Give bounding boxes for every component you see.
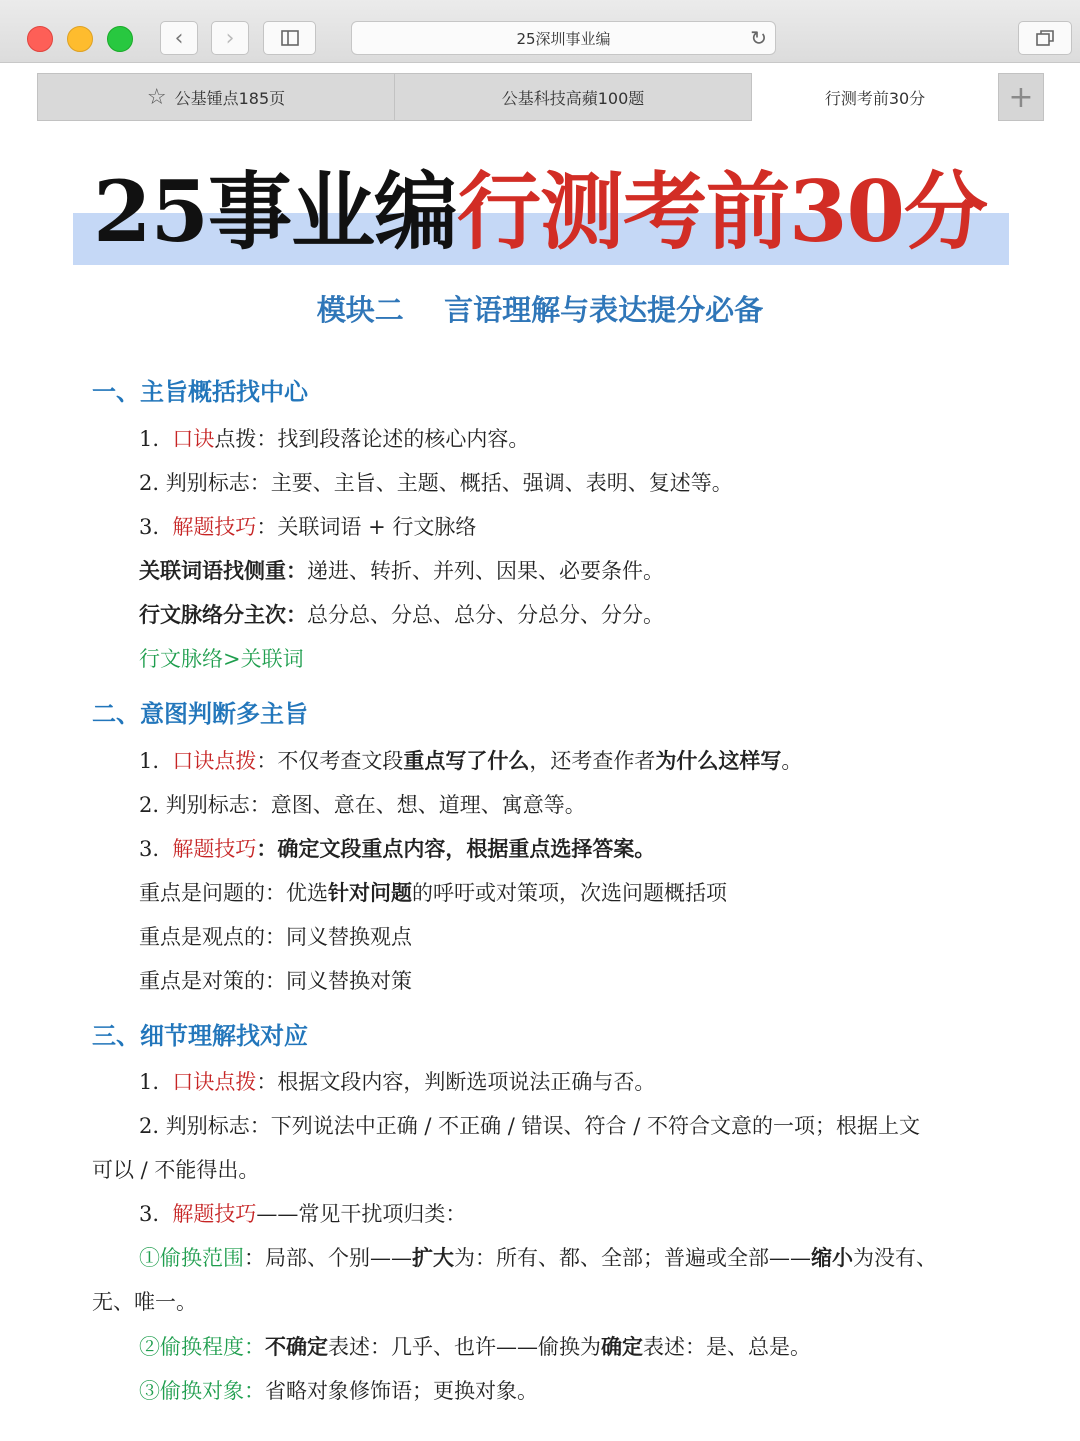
text-line: 关联词语找侧重：递进、转折、并列、因果、必要条件。 [139,558,664,583]
text-line: 3. 解题技巧——常见干扰项归类： [139,1202,467,1226]
tab-xingce-active[interactable] [752,73,998,121]
text-line: 重点是对策的：同义替换对策 [139,969,412,993]
tab-label: 公基锺点185页 [174,88,286,108]
reload-icon[interactable]: ↻ [750,26,767,50]
text-line: 1. 口诀点拨：找到段落论述的核心内容。 [139,427,530,451]
page-title: 25事业编行测考前30分 [93,162,987,261]
minimize-window-button[interactable] [67,26,93,52]
address-bar[interactable] [351,21,776,55]
sidebar-toggle-button[interactable] [263,21,316,55]
sidebar-icon [281,30,299,46]
star-icon: ☆ [146,84,167,110]
text-line: 2. 判别标志：意图、意在、想、道理、寓意等。 [139,793,586,817]
tab-bar [0,63,1080,129]
text-line: 重点是问题的：优选针对问题的呼吁或对策项，次选问题概括项 [139,880,727,905]
text-line: ③偷换对象：省略对象修饰语；更换对象。 [139,1379,538,1403]
new-tab-button[interactable] [998,73,1044,121]
text-line: 2. 判别标志：下列说法中正确 / 不正确 / 错误、符合 / 不符合文意的一项；根据上文 [139,1114,920,1138]
address-text: 25深圳事业编 [516,30,611,48]
text-line: 行文脉络>关联词 [139,647,304,671]
section-heading: 一、主旨概括找中心 [92,378,308,406]
back-button[interactable] [160,21,198,55]
chevron-left-icon: ‹ [174,25,184,51]
tab-gongji-keji[interactable] [394,73,752,121]
section-heading: 三、细节理解找对应 [92,1022,308,1050]
text-line: 行文脉络分主次：总分总、分总、总分、分总分、分分。 [139,602,664,627]
text-line: ②偷换程度：不确定表述：几乎、也许——偷换为确定表述：是、总是。 [139,1334,811,1359]
text-line: 1. 口诀点拨：根据文段内容，判断选项说法正确与否。 [139,1070,656,1094]
text-line: 1. 口诀点拨：不仅考查文段重点写了什么，还考查作者为什么这样写。 [139,748,803,773]
tab-label: 公基科技高蘋100题 [501,88,645,108]
tab-gongji-zhongdian[interactable] [37,73,395,121]
window-titlebar [0,0,1080,63]
chevron-right-icon: › [225,25,235,51]
tab-label: 行测考前30分 [824,88,926,108]
text-line: 无、唯一。 [92,1290,197,1314]
section-heading: 二、意图判断多主旨 [92,700,308,728]
text-line: 可以 / 不能得出。 [92,1158,260,1182]
text-line: 3. 解题技巧：关联词语 + 行文脉络 [139,515,477,539]
text-line: ①偷换范围：局部、个别——扩大为：所有、都、全部；普遍或全部——缩小为没有、 [139,1245,937,1270]
text-line: 3. 解题技巧：确定文段重点内容，根据重点选择答案。 [139,836,656,861]
text-line: 2. 判别标志：主要、主旨、主题、概括、强调、表明、复述等。 [139,471,733,495]
zoom-window-button[interactable] [107,26,133,52]
tabs-overview-button[interactable] [1018,21,1072,55]
close-window-button[interactable] [27,26,53,52]
module-subtitle: 模块二 言语理解与表达提分必备 [316,293,764,327]
forward-button[interactable] [211,21,249,55]
plus-icon: + [1008,79,1034,115]
text-line: 重点是观点的：同义替换观点 [139,925,412,949]
tabs-icon [1035,29,1055,47]
